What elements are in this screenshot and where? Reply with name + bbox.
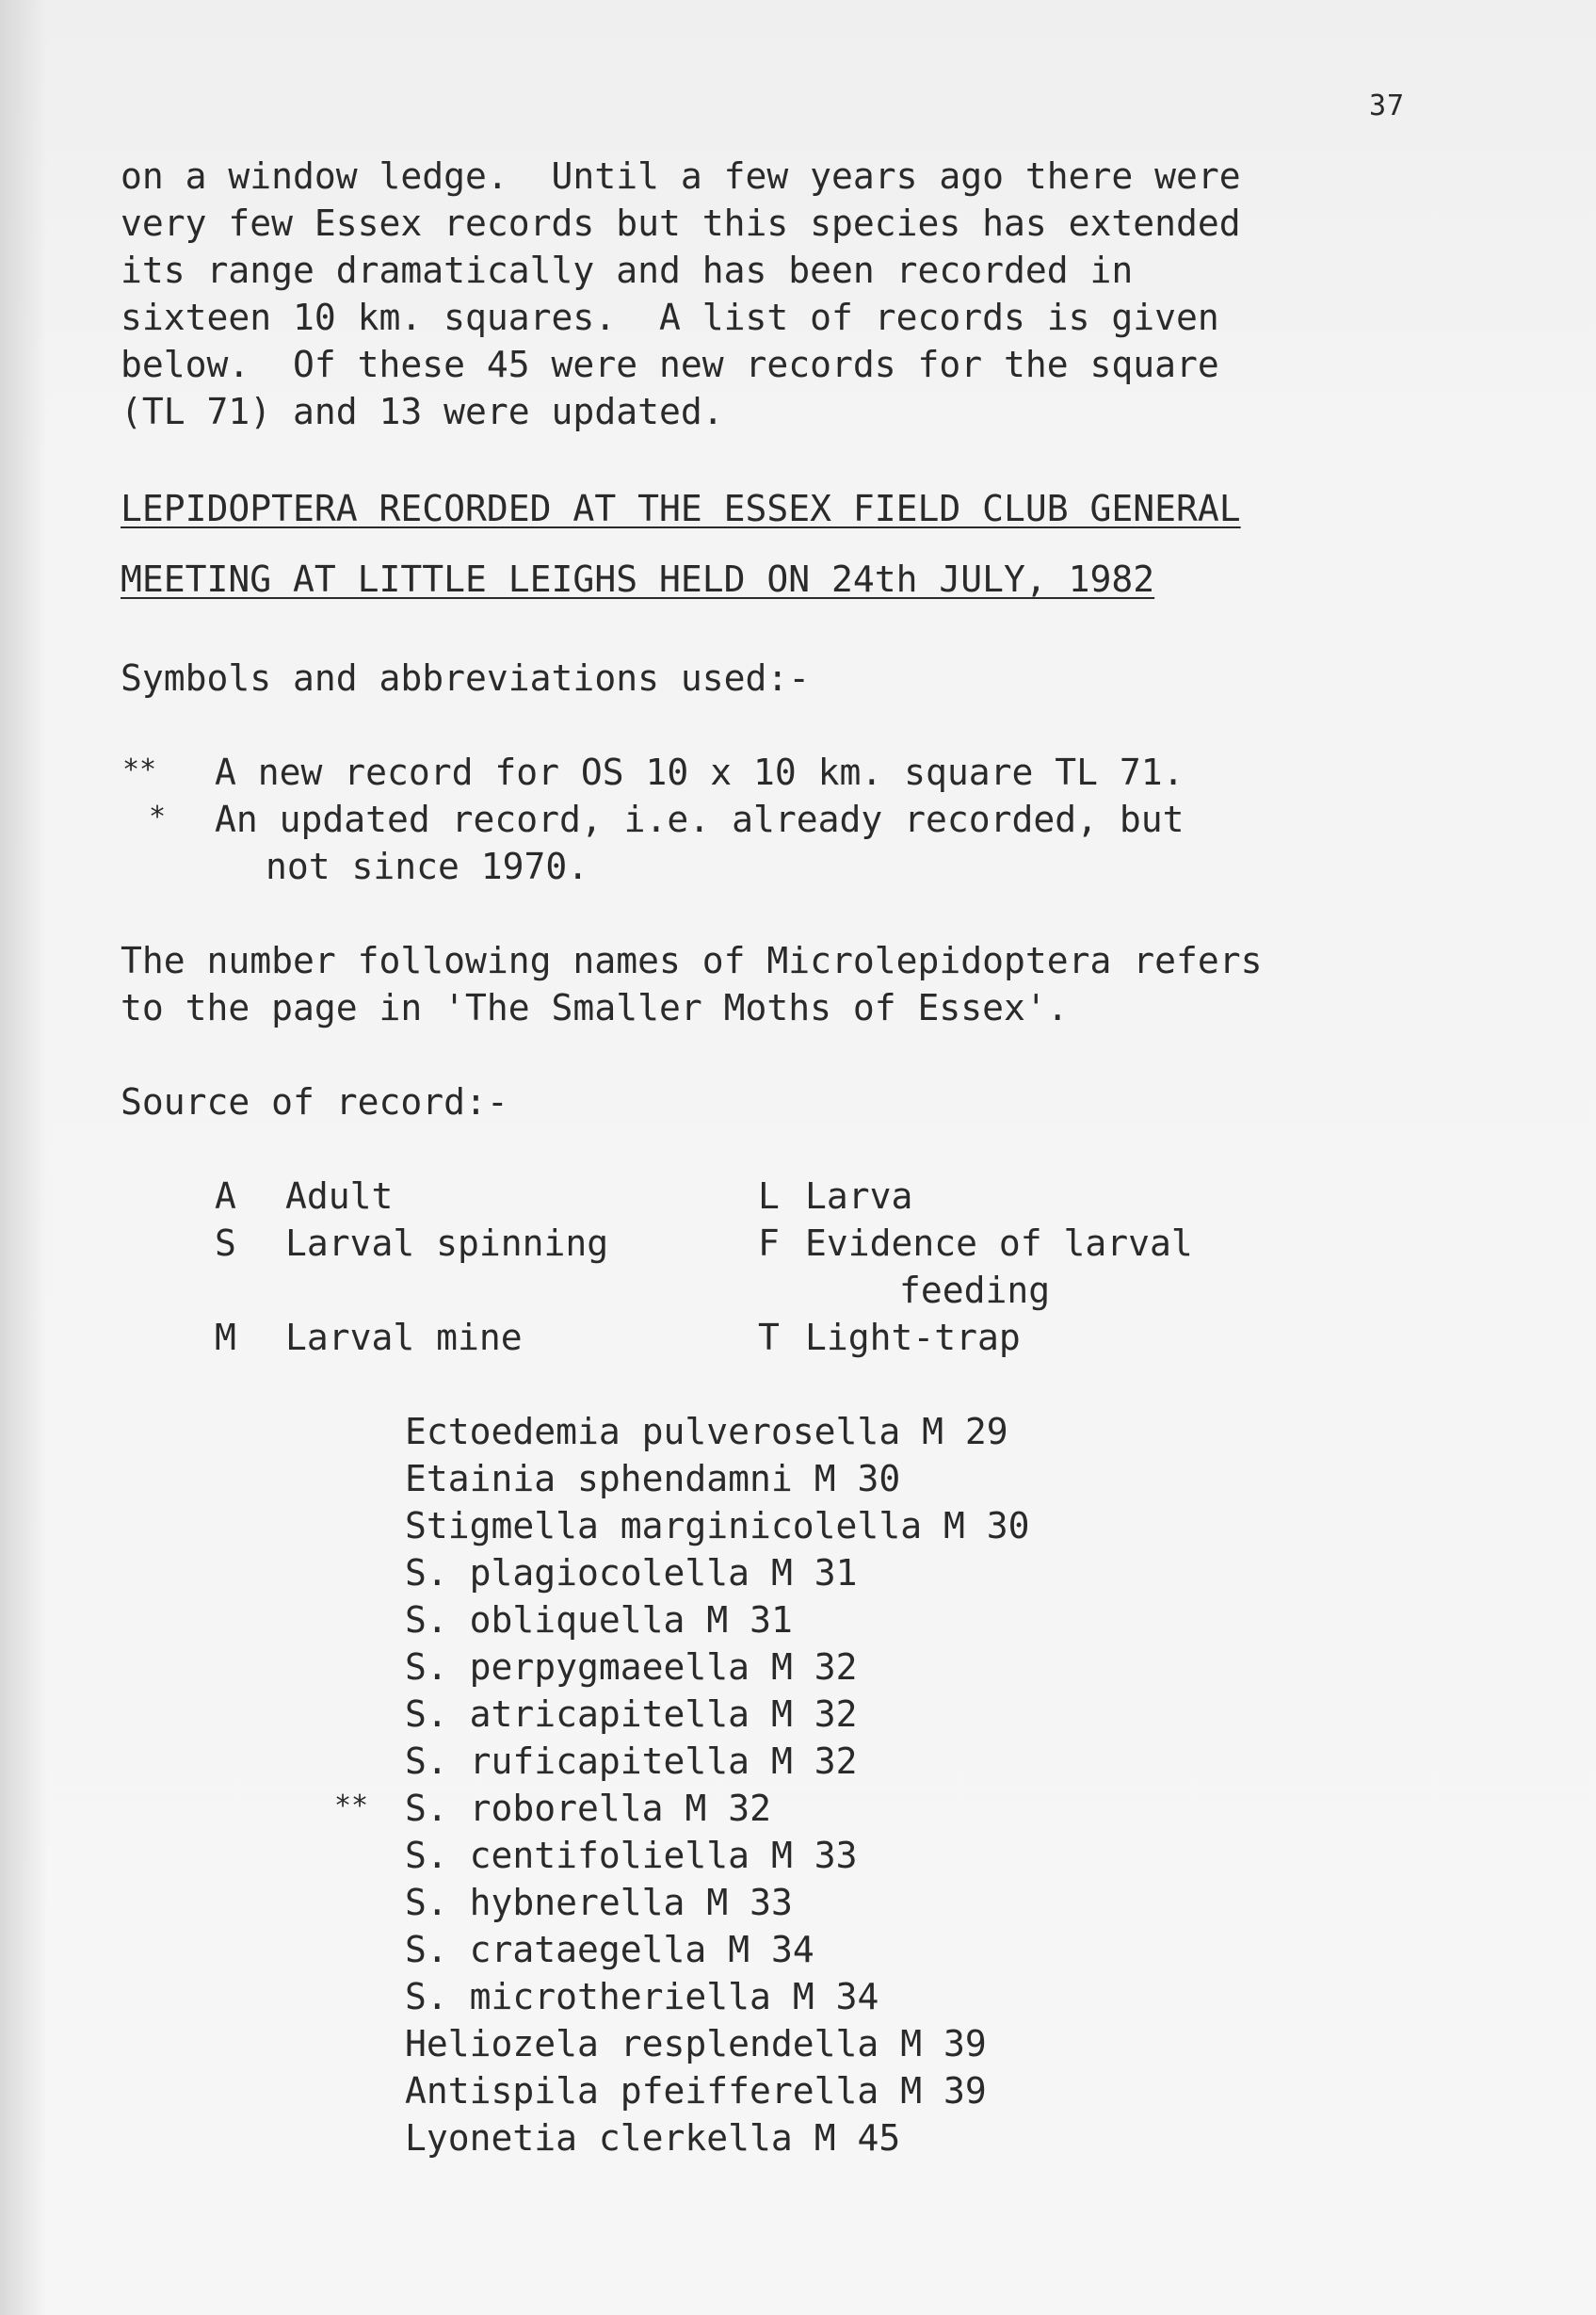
record-source: M	[706, 1882, 729, 1923]
species-name: Antispila pfeifferella	[405, 2070, 879, 2112]
record-source: M	[770, 1693, 793, 1735]
record-mark: **	[334, 1789, 369, 1822]
record-source: M	[900, 2070, 923, 2112]
species-name: S. atricapitella	[405, 1693, 750, 1735]
species-name: S. roborella	[405, 1788, 664, 1829]
record-page: 30	[986, 1505, 1030, 1546]
record-page: 32	[814, 1693, 858, 1735]
species-name: S. hybnerella	[405, 1882, 685, 1923]
record-page: 32	[814, 1740, 858, 1782]
species-name: Heliozela resplendella	[405, 2023, 879, 2064]
intro-line: sixteen 10 km. squares. A list of records is given	[121, 297, 1219, 338]
source-label: Larva	[805, 1175, 913, 1217]
species-record	[405, 1973, 879, 2020]
record-page: 32	[814, 1646, 858, 1688]
species-record	[405, 2067, 987, 2114]
source-label: Larval spinning	[285, 1222, 609, 1264]
source-code: S	[215, 1222, 236, 1264]
species-name: S. perpygmaeella	[405, 1646, 750, 1688]
species-name: S. crataegella	[405, 1929, 707, 1970]
record-page: 29	[964, 1411, 1008, 1452]
intro-line: its range dramatically and has been recorded in	[121, 250, 1134, 291]
intro-line: below. Of these 45 were new records for the square	[121, 344, 1219, 385]
record-page: 45	[857, 2117, 901, 2159]
record-page: 39	[943, 2070, 987, 2112]
source-intro: Source of record:-	[121, 1081, 508, 1123]
species-name: Etainia sphendamni	[405, 1458, 793, 1499]
record-source: M	[792, 1976, 814, 2017]
species-record	[405, 1455, 900, 1502]
record-source: M	[728, 1929, 750, 1970]
source-code: M	[215, 1317, 236, 1358]
species-record	[405, 1738, 857, 1785]
intro-line: very few Essex records but this species has extended	[121, 202, 1241, 244]
species-name: Lyonetia clerkella	[405, 2117, 793, 2159]
record-page: 32	[728, 1788, 771, 1829]
species-name: S. microtheriella	[405, 1976, 771, 2017]
species-name: Ectoedemia pulverosella	[405, 1411, 901, 1452]
species-record	[405, 1926, 814, 1973]
record-source: M	[922, 1411, 943, 1452]
intro-line: (TL 71) and 13 were updated.	[121, 391, 724, 432]
species-record	[405, 1408, 1008, 1455]
symbol-mark: *	[149, 801, 167, 834]
source-label: Light-trap	[805, 1317, 1021, 1358]
species-name: S. ruficapitella	[405, 1740, 750, 1782]
species-name: Stigmella marginicolella	[405, 1505, 923, 1546]
record-page: 30	[857, 1458, 901, 1499]
source-code: T	[758, 1317, 780, 1358]
record-source: M	[770, 1740, 793, 1782]
species-record	[405, 1832, 857, 1879]
record-page: 31	[814, 1552, 858, 1594]
record-source: M	[770, 1835, 793, 1876]
species-record	[405, 1643, 857, 1691]
symbol-text: not since 1970.	[266, 846, 589, 887]
source-code: L	[758, 1175, 780, 1217]
record-source: M	[900, 2023, 923, 2064]
record-page: 33	[750, 1882, 793, 1923]
species-record	[405, 1785, 771, 1832]
source-label: Evidence of larval	[805, 1222, 1193, 1264]
record-source: M	[685, 1788, 707, 1829]
record-source: M	[943, 1505, 965, 1546]
species-record	[405, 2020, 987, 2067]
record-page: 31	[750, 1599, 793, 1641]
species-record	[405, 1879, 793, 1926]
symbol-mark: **	[122, 753, 157, 786]
note-line: to the page in 'The Smaller Moths of Essex'.	[121, 987, 1069, 1028]
record-page: 34	[835, 1976, 879, 2017]
source-code: A	[215, 1175, 236, 1217]
species-record	[405, 1549, 857, 1596]
source-label: Larval mine	[285, 1317, 523, 1358]
page-number: 37	[1369, 89, 1406, 122]
intro-line: on a window ledge. Until a few years ago there were	[121, 155, 1241, 197]
heading-line: MEETING AT LITTLE LEIGHS HELD ON 24th JULY, 1982	[121, 559, 1155, 600]
source-code: F	[758, 1222, 780, 1264]
record-source: M	[706, 1599, 729, 1641]
heading-line: LEPIDOPTERA RECORDED AT THE ESSEX FIELD CLUB GENERAL	[121, 488, 1241, 529]
species-record	[405, 2114, 900, 2161]
record-source: M	[770, 1646, 793, 1688]
note-line: The number following names of Microlepidoptera refers	[121, 940, 1263, 981]
symbols-intro: Symbols and abbreviations used:-	[121, 657, 811, 699]
species-name: S. plagiocolella	[405, 1552, 750, 1594]
record-page: 39	[943, 2023, 987, 2064]
species-record	[405, 1502, 1030, 1549]
record-source: M	[814, 2117, 836, 2159]
symbol-text: A new record for OS 10 x 10 km. square TL 71.	[215, 752, 1185, 793]
source-label: feeding	[899, 1270, 1051, 1311]
symbol-text: An updated record, i.e. already recorded, but	[215, 799, 1185, 840]
species-name: S. obliquella	[405, 1599, 685, 1641]
source-label: Adult	[285, 1175, 394, 1217]
species-record	[405, 1691, 857, 1738]
record-page: 33	[814, 1835, 858, 1876]
record-page: 34	[770, 1929, 814, 1970]
species-record	[405, 1596, 793, 1643]
species-name: S. centifoliella	[405, 1835, 750, 1876]
record-source: M	[770, 1552, 793, 1594]
record-source: M	[814, 1458, 836, 1499]
